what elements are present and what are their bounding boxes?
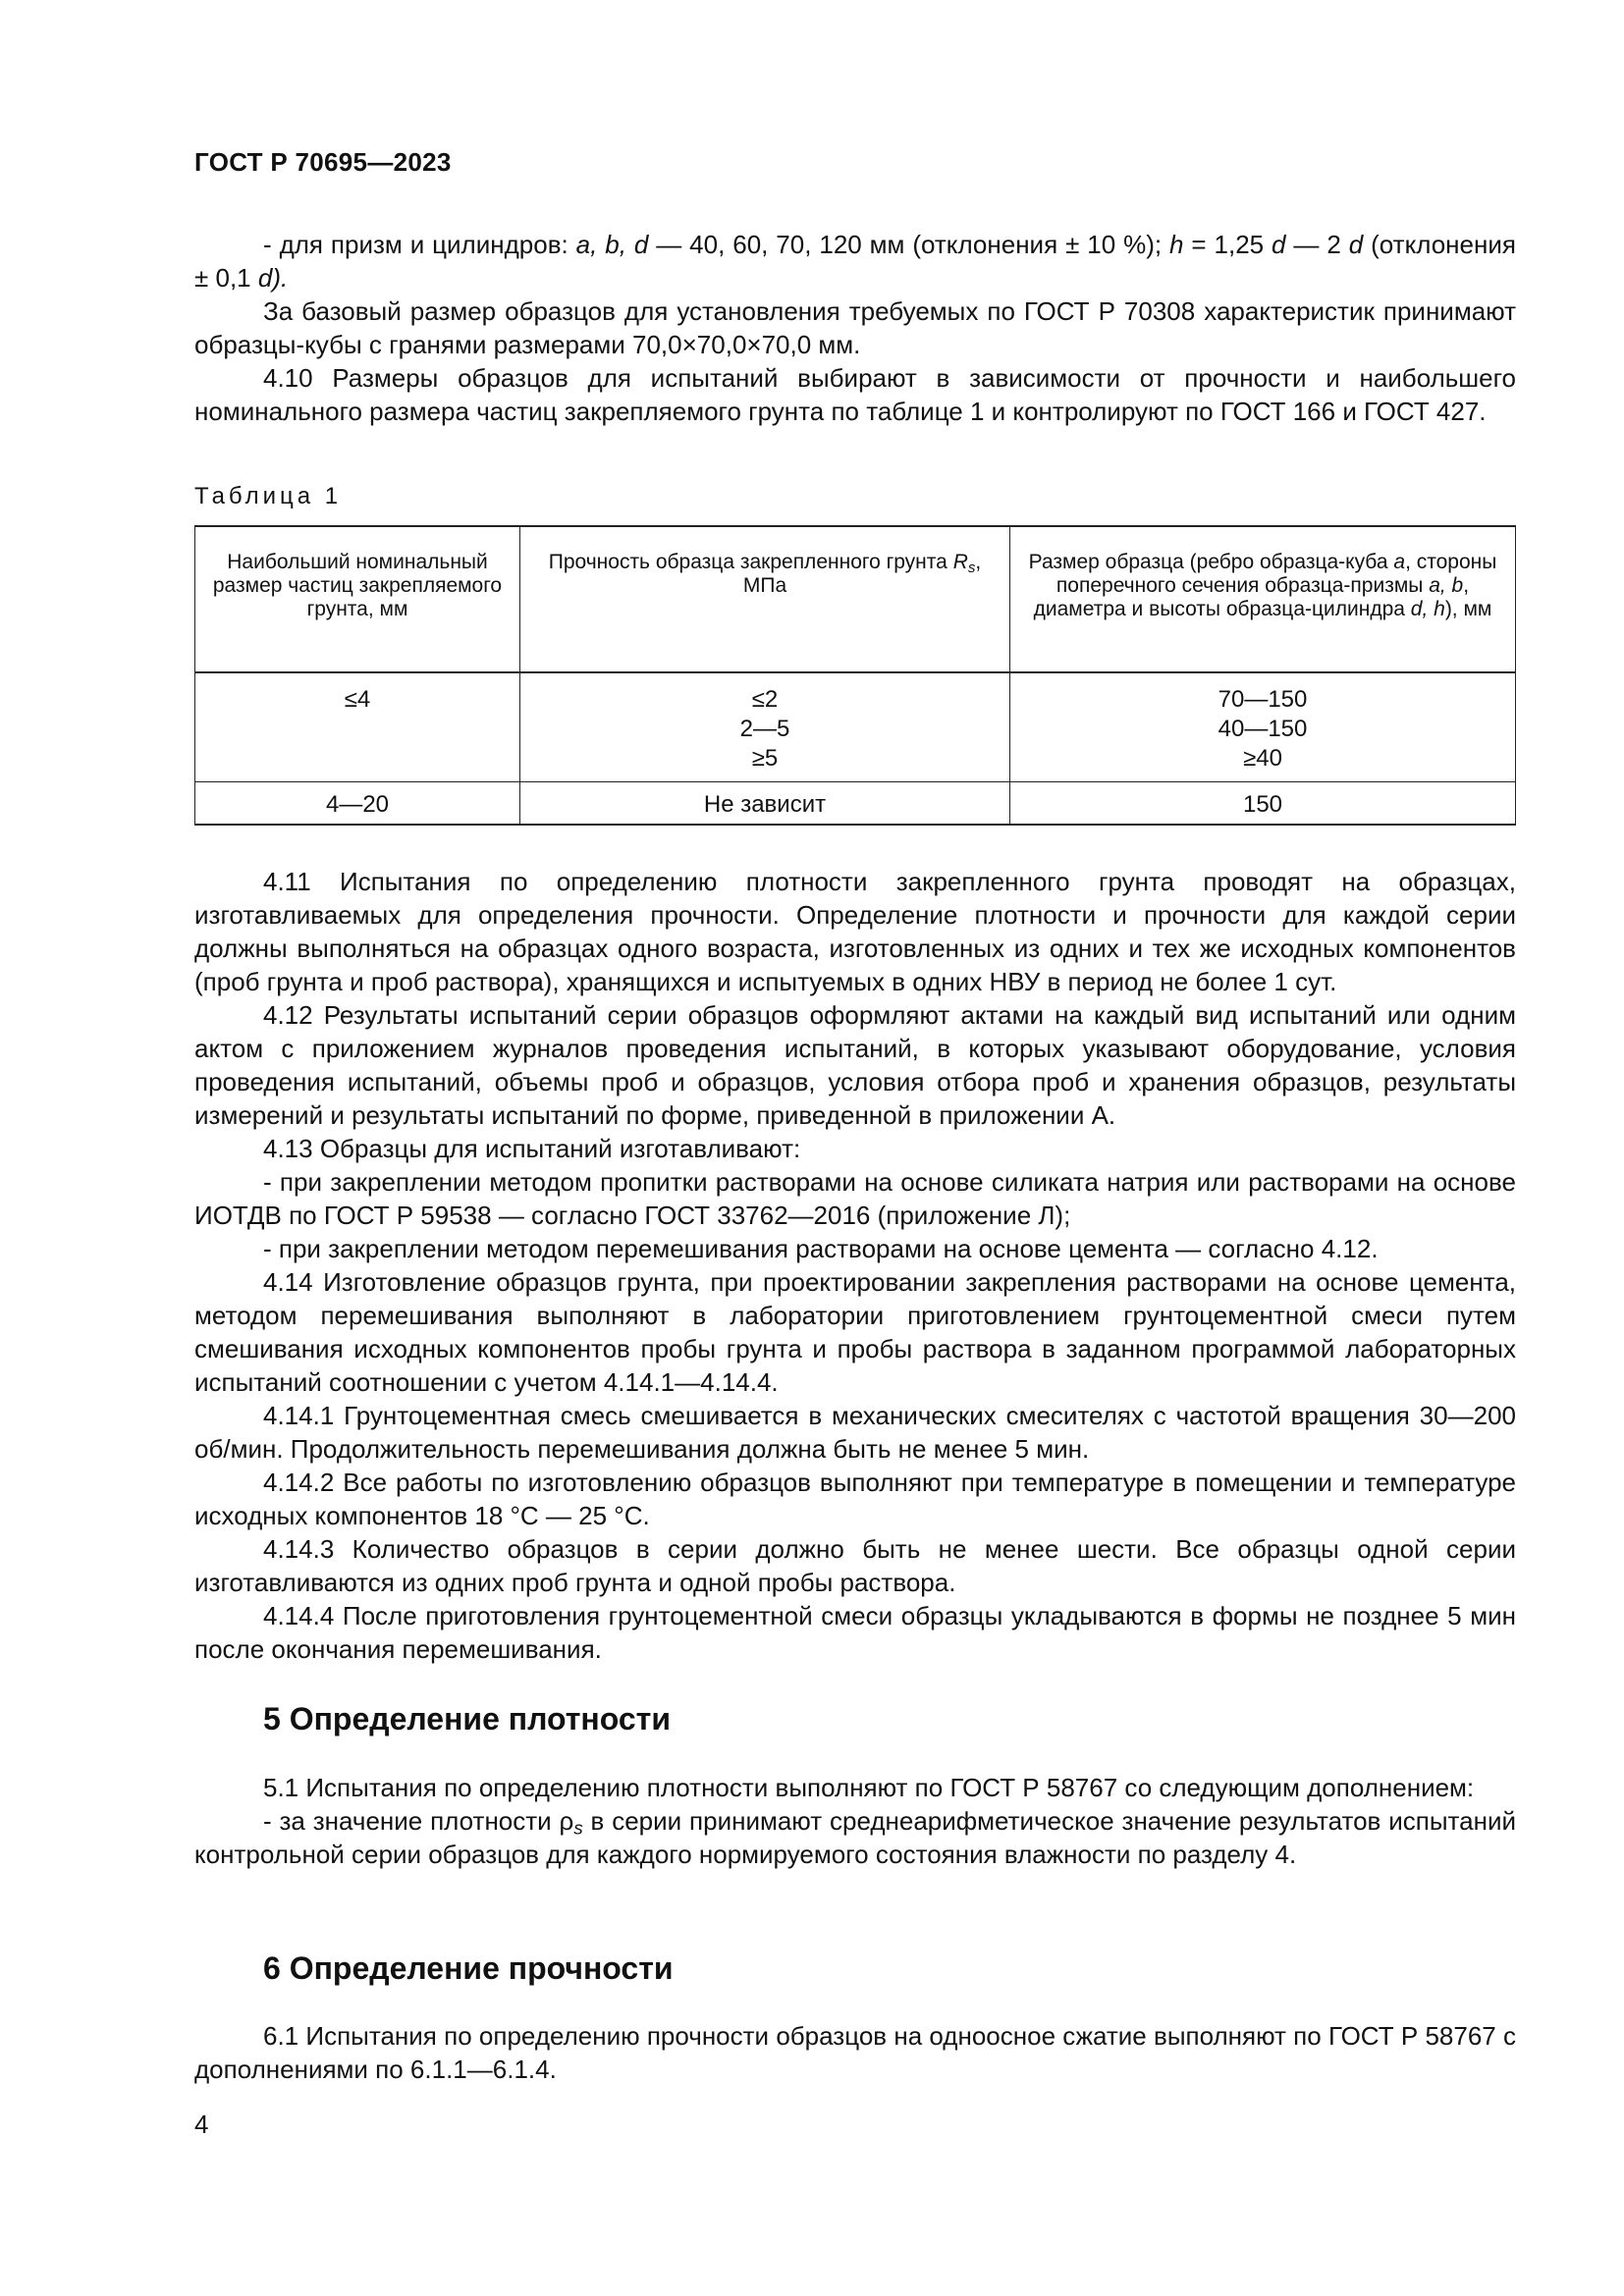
- clause-4-14-4: 4.14.4 После приготовления грунтоцементной смеси образцы укладываются в формы не позднее 5 мин после окончания перемешивания.: [194, 1601, 1516, 1664]
- clause-4-14: 4.14 Изготовление образцов грунта, при проектировании закрепления растворами на основе цемента, методом перемешивания выполняют в лаборатории приготовлением грунтоцементной смеси путем смешивания исходных компонентов пробы грунта и пробы раствора в заданном программой лабораторных испытаний соотношении с учетом 4.14.1—4.14.4.: [194, 1267, 1516, 1397]
- clause-4-13-item-mixing: - при закреплении методом перемешивания растворами на основе цемента — согласно 4.12.: [263, 1234, 1379, 1263]
- section-6-heading: 6 Определение прочности: [263, 1950, 674, 1986]
- cell-sample-size: 150: [1010, 782, 1516, 826]
- clause-4-11: 4.11 Испытания по определению плотности закрепленного грунта проводят на образцах, изготавливаемых для определения прочности. Определение плотности и прочности для каждой серии должны выполняться на образцах одного возраста, изготовленных из одних и тех же исходных компонентов (проб грунта и проб раствора), хранящихся и испытуемых в одних НВУ в период не более 1 сут.: [194, 867, 1516, 996]
- prism-cylinder-sizes-paragraph: - для призм и цилиндров: a, b, d — 40, 60, 70, 120 мм (отклонения ± 10 %); h = 1,25 d — 2 d (отклонения ± 0,1 d).: [194, 230, 1516, 293]
- page-number: 4: [194, 2109, 209, 2139]
- cell-particle-size: 4—20: [195, 782, 520, 826]
- clause-4-14-2: 4.14.2 Все работы по изготовлению образцов выполняют при температуре в помещении и температуре исходных компонентов 18 °С — 25 °С.: [194, 1468, 1516, 1530]
- table-row: [195, 782, 1516, 826]
- intro-text-block: [194, 228, 1516, 428]
- clause-4-14-1: 4.14.1 Грунтоцементная смесь смешивается в механических смесителях с частотой вращения 30—200 об/мин. Продолжительность перемешивания должна быть не менее 5 мин.: [194, 1401, 1516, 1464]
- section-5-heading: 5 Определение плотности: [263, 1701, 671, 1736]
- document-designation: ГОСТ Р 70695—2023: [194, 147, 452, 177]
- clause-4-13: 4.13 Образцы для испытаний изготавливают:: [263, 1134, 801, 1163]
- column-header-particle-size: Наибольший номинальный размер частиц закрепляемого грунта, мм: [195, 526, 520, 672]
- table-caption: Таблица 1: [194, 483, 343, 509]
- clause-5-1: 5.1 Испытания по определению плотности выполняют по ГОСТ Р 58767 со следующим дополнением:: [263, 1773, 1475, 1802]
- cell-strength: Не зависит: [520, 782, 1010, 826]
- column-header-strength: Прочность образца закрепленного грунта $R_s$, МПа: [520, 526, 1010, 672]
- cell-particle-size: ≤4: [195, 672, 520, 782]
- clause-4-10: 4.10 Размеры образцов для испытаний выбирают в зависимости от прочности и наибольшего номинального размера частиц закрепляемого грунта по таблице 1 и контролируют по ГОСТ 166 и ГОСТ 427.: [194, 363, 1516, 426]
- clause-4-13-item-impregnation: - при закреплении методом пропитки растворами на основе силиката натрия или растворами на основе ИОТДВ по ГОСТ Р 59538 — согласно ГОСТ 33762—2016 (приложение Л);: [194, 1167, 1516, 1230]
- clause-5-1-item: - за значение плотности $\rho_s$ в серии принимают среднеарифметическое значение результатов испытаний контрольной серии образцов для каждого нормируемого состояния влажности по разделу 4.: [194, 1806, 1516, 1869]
- table-row: [195, 672, 1516, 782]
- table-header-row: [195, 526, 1516, 672]
- clause-4-12: 4.12 Результаты испытаний серии образцов оформляют актами на каждый вид испытаний или одним актом с приложением журналов проведения испытаний, в которых указывают оборудование, условия проведения испытаний, объемы проб и образцов, условия отбора проб и хранения образцов, результаты измерений и результаты испытаний по форме, приведенной в приложении А.: [194, 1000, 1516, 1130]
- section-5-text-block: [194, 1771, 1516, 1871]
- base-size-paragraph: За базовый размер образцов для установления требуемых по ГОСТ Р 70308 характеристик принимают образцы-кубы с гранями размерами 70,0×70,0×70,0 мм.: [194, 296, 1516, 359]
- clause-6-1: 6.1 Испытания по определению прочности образцов на одноосное сжатие выполняют по ГОСТ Р 58767 с дополнениями по 6.1.1—6.1.4.: [194, 2021, 1516, 2084]
- clauses-text-block: [194, 865, 1516, 1666]
- sample-size-table: [194, 525, 1516, 826]
- cell-strength: ≤2 2—5 ≥5: [520, 672, 1010, 782]
- column-header-sample-size: Размер образца (ребро образца-куба a, стороны поперечного сечения образца-призмы a, b, диаметра и высоты образца-цилиндра d, h), мм: [1010, 526, 1516, 672]
- section-6-text-block: [194, 2019, 1516, 2086]
- cell-sample-size: 70—150 40—150 ≥40: [1010, 672, 1516, 782]
- clause-4-14-3: 4.14.3 Количество образцов в серии должно быть не менее шести. Все образцы одной серии изготавливаются из одних проб грунта и одной пробы раствора.: [194, 1534, 1516, 1597]
